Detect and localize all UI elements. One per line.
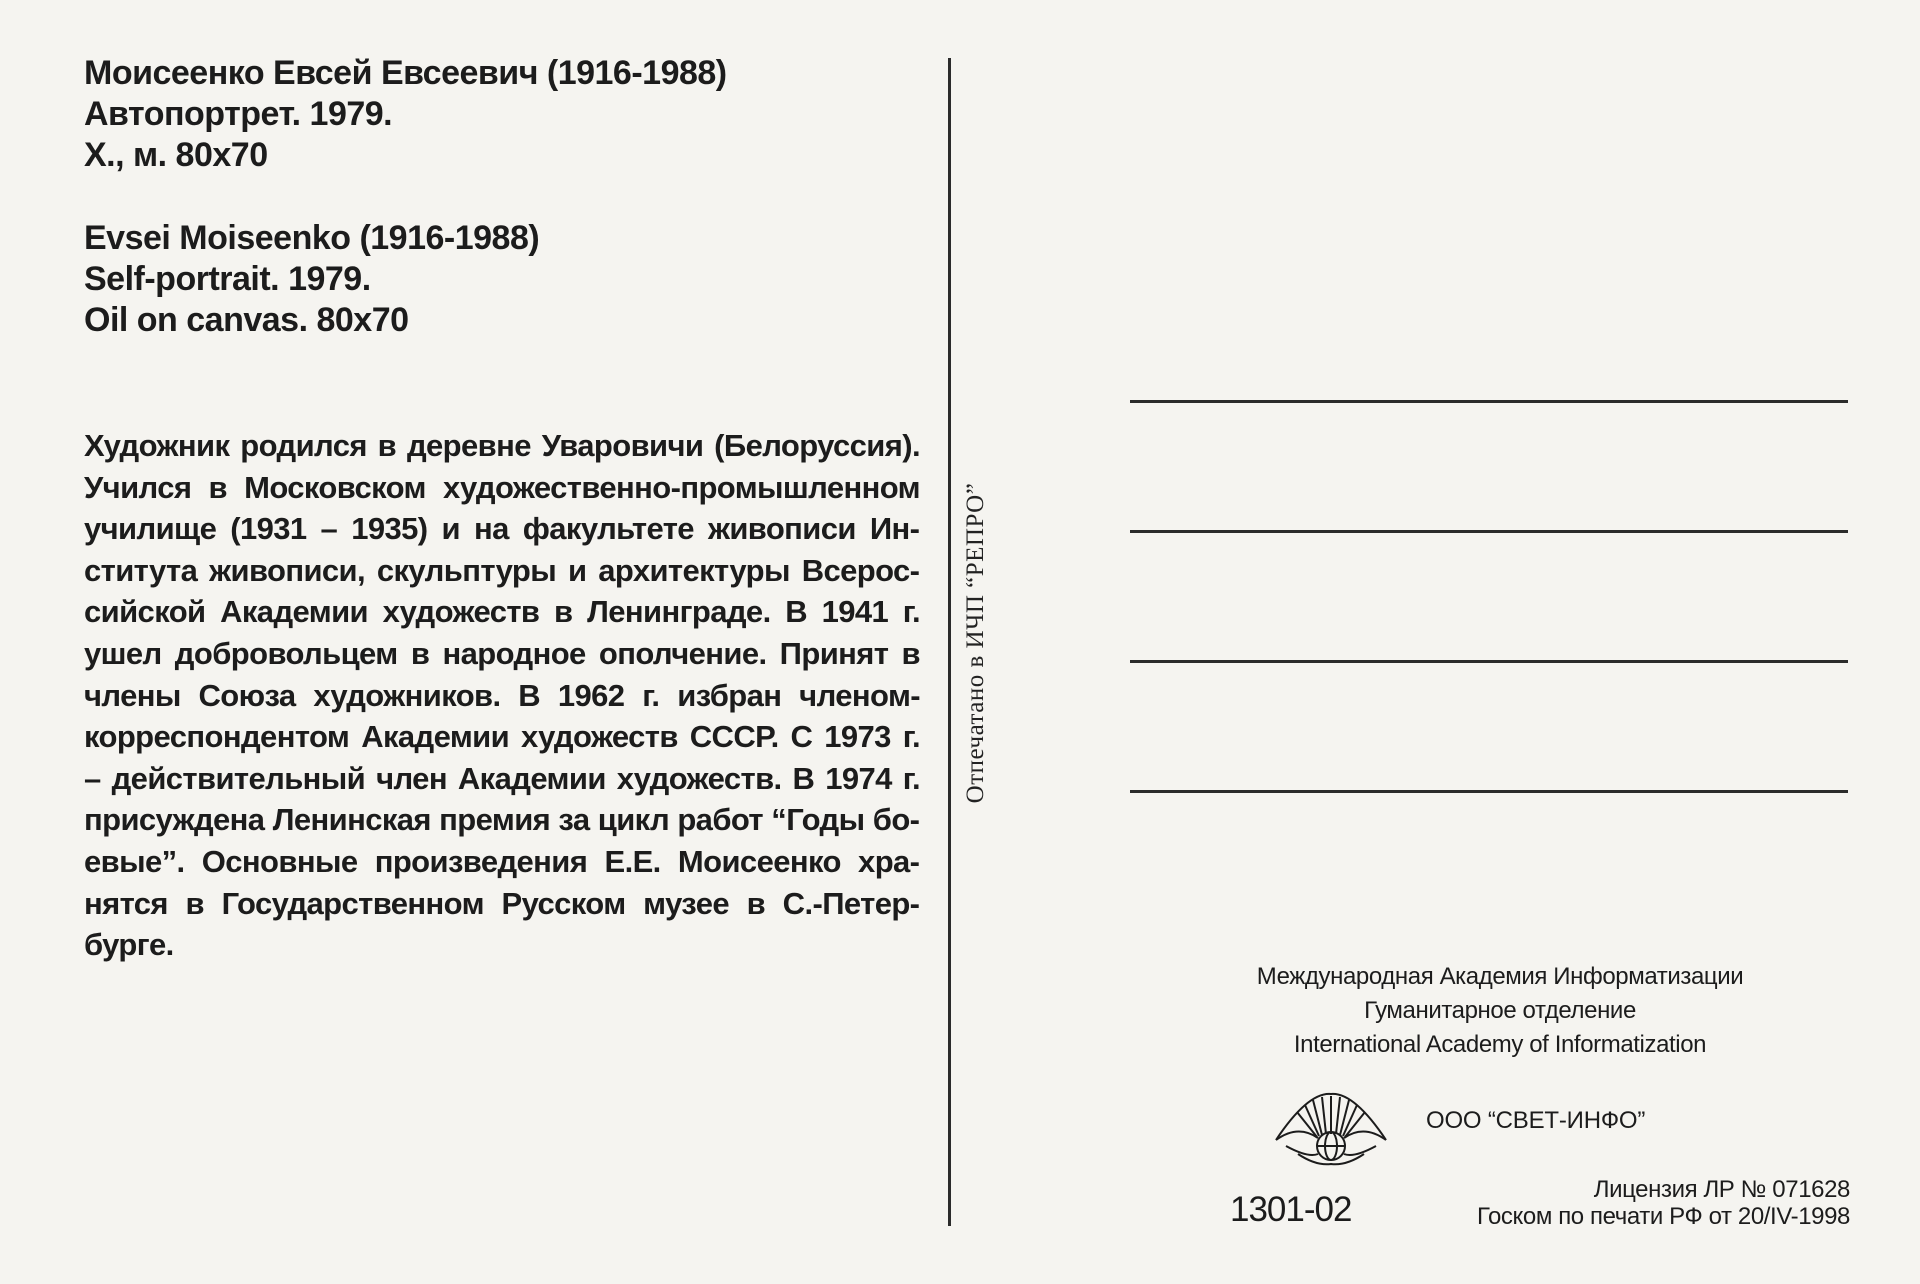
publisher-line-2: Гуманитарное отделение — [1364, 997, 1636, 1024]
license-info — [1430, 1176, 1850, 1230]
printer-note-text: Отпечатано в ИЧП “РЕПРО” — [962, 482, 989, 804]
publisher-line-1: Международная Академия Информатизации — [1256, 963, 1744, 990]
artwork-title-ru: Автопортрет. 1979. — [84, 95, 393, 133]
address-line — [1130, 530, 1848, 533]
artwork-medium-en: Oil on canvas. 80x70 — [84, 301, 409, 339]
company-name: ООО “СВЕТ-ИНФО” — [1426, 1107, 1646, 1134]
fan-globe-logo-icon — [1268, 1088, 1394, 1168]
artist-biography: Художник родился в деревне Уваровичи (Белоруссия). Учился в Московском художественно-промышленном училище (1931 – 1935) и на факультете живописи Института живописи, скульптуры и архитектуры Всероссийской Академии художеств в Ленинграде. В 1941 г. ушел добровольцем в народное ополчение. Принят в члены Союза художников. В 1962 г. избран членом-корреспондентом Академии художеств СССР. С 1973 г. – действительный член Академии художеств. В 1974 г. присуждена Ленинская премия за цикл работ “Годы боевые”. Основные произведения Е.Е. Моисеенко хранятся в Государственном Русском музее в С.-Петербурге. — [84, 428, 920, 963]
artwork-medium-ru: Х., м. 80х70 — [84, 136, 268, 174]
artist-name-ru: Моисеенко Евсей Евсеевич (1916-1988) — [84, 54, 727, 92]
artist-name-en: Evsei Moiseenko (1916-1988) — [84, 219, 540, 257]
publisher-info — [1200, 960, 1800, 1062]
catalog-number: 1301-02 — [1230, 1190, 1352, 1229]
address-line — [1130, 660, 1848, 663]
vertical-divider — [948, 58, 951, 1226]
artwork-title-en: Self-portrait. 1979. — [84, 260, 371, 298]
russian-caption — [84, 53, 904, 176]
address-line — [1130, 400, 1848, 403]
license-line-1: Лицензия ЛР № 071628 — [1593, 1176, 1850, 1203]
license-line-2: Госком по печати РФ от 20/IV-1998 — [1476, 1203, 1850, 1230]
publisher-line-3: International Academy of Informatization — [1293, 1031, 1707, 1058]
english-caption — [84, 218, 904, 341]
address-line — [1130, 790, 1848, 793]
